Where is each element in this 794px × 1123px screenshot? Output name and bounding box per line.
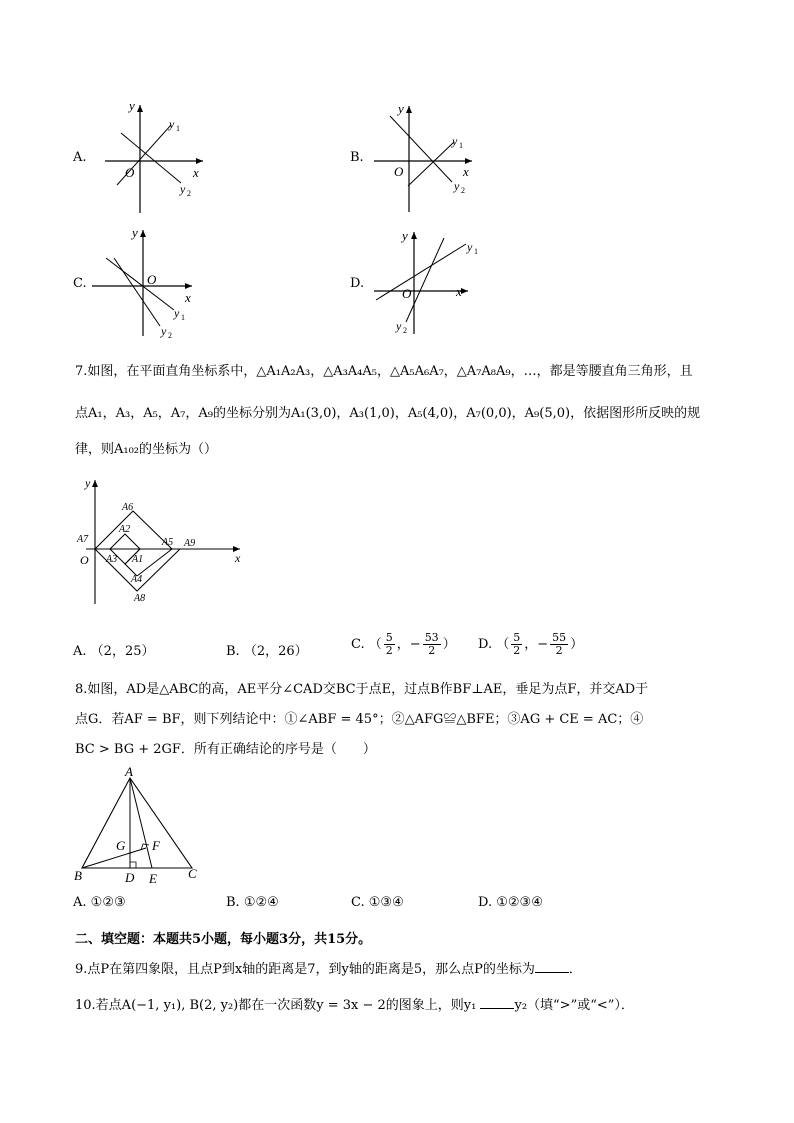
- q8-stem-line-1: 8.如图，AD是△ABC的高，AE平分∠CAD交BC于点E，过点B作BF⊥AE，垂足为点F，并交AD于: [75, 682, 649, 697]
- svg-text:A: A: [125, 764, 133, 779]
- svg-text:A7: A7: [77, 534, 89, 545]
- q9-text: 9.点P在第四象限，且点P到x轴的距离是7，到y轴的距离是5，那么点P的坐标为 ．: [75, 962, 582, 977]
- svg-text:x: x: [456, 284, 462, 299]
- svg-text:B: B: [74, 868, 82, 883]
- svg-text:A5: A5: [162, 537, 174, 548]
- svg-text:D: D: [125, 870, 135, 885]
- svg-text:A8: A8: [134, 593, 146, 604]
- svg-text:y: y: [402, 228, 408, 243]
- q8-stem-line-3: BC > BG + 2GF．所有正确结论的序号是（ ）: [75, 742, 376, 757]
- svg-text:y: y: [398, 101, 404, 116]
- q8-stem-line-2: 点G．若AF = BF，则下列结论中：①∠ABF = 45°；②△AFG≌△BFE；③AG + CE = AC；④: [75, 712, 644, 727]
- svg-text:x: x: [235, 551, 241, 565]
- q6-graph-b: [368, 98, 488, 223]
- svg-text:A3: A3: [106, 554, 118, 565]
- q7-figure: [70, 470, 250, 610]
- svg-text:A2: A2: [119, 524, 131, 535]
- svg-text:G: G: [116, 838, 126, 853]
- q6-option-d-label: D.: [350, 276, 365, 291]
- q6-option-c-label: C.: [73, 276, 87, 291]
- svg-text:y: y: [452, 134, 458, 148]
- svg-text:O: O: [80, 553, 89, 567]
- svg-text:2: 2: [187, 189, 191, 198]
- q10-text: 10.若点A(−1, y₁), B(2, y₂)都在一次函数y = 3x − 2的图象上，则y₁ y₂（填“>”或“<”）．: [75, 998, 634, 1013]
- q8-option-d: D. ①②③④: [478, 895, 543, 910]
- svg-text:O: O: [125, 165, 135, 180]
- q6-option-a-label: A.: [73, 150, 87, 165]
- svg-text:y: y: [169, 117, 175, 131]
- svg-text:O: O: [394, 164, 404, 179]
- q7-stem-line-1: 7.如图，在平面直角坐标系中，△A₁A₂A₃，△A₃A₄A₅，△A₅A₆A₇，△A₇A₈A₉，…，都是等腰直角三角形，且: [75, 364, 693, 379]
- svg-text:2: 2: [403, 326, 407, 335]
- svg-text:O: O: [402, 286, 412, 301]
- q8-option-a: A. ①②③: [73, 895, 126, 910]
- q7-stem-line-3: 律，则A₁₀₂的坐标为（）: [75, 442, 218, 457]
- q7-option-c: C. （ $\frac{5}{2}$ ，− $\frac{53}{2}$ ）: [351, 631, 456, 657]
- svg-text:2: 2: [168, 331, 172, 340]
- q7-option-b: B. （2，26）: [226, 644, 308, 659]
- q8-option-b: B. ①②④: [226, 895, 279, 910]
- q10-answer-blank[interactable]: [480, 996, 514, 1009]
- svg-text:y: y: [132, 225, 138, 240]
- svg-text:O: O: [147, 272, 157, 287]
- q6-option-b-label: B.: [350, 150, 364, 165]
- q6-graph-c: [88, 222, 208, 340]
- svg-text:E: E: [149, 871, 157, 886]
- svg-text:x: x: [185, 290, 191, 305]
- q7-option-d: D. （ $\frac{5}{2}$ ，− $\frac{55}{2}$ ）: [478, 631, 584, 657]
- svg-text:2: 2: [461, 186, 465, 195]
- svg-text:y: y: [454, 179, 460, 193]
- svg-text:F: F: [152, 838, 160, 853]
- svg-text:x: x: [193, 165, 199, 180]
- q8-option-c: C. ①③④: [351, 895, 404, 910]
- svg-text:1: 1: [176, 124, 180, 133]
- svg-text:y: y: [180, 182, 186, 196]
- svg-text:y: y: [161, 324, 167, 338]
- svg-text:C: C: [188, 866, 197, 881]
- svg-text:y: y: [129, 98, 135, 113]
- q7-option-a: A. （2，25）: [73, 644, 155, 659]
- section-2-title: 二、填空题：本题共5小题，每小题3分，共15分。: [75, 932, 372, 947]
- svg-text:y: y: [174, 306, 180, 320]
- svg-text:A1: A1: [132, 554, 144, 565]
- svg-text:1: 1: [181, 313, 185, 322]
- q7-stem-line-2: 点A₁，A₃，A₅，A₇，A₉的坐标分别为A₁(3,0)，A₃(1,0)，A₅(4,0)，A₇(0,0)，A₉(5,0)，依据图形所反映的规: [75, 406, 701, 421]
- svg-text:1: 1: [459, 141, 463, 150]
- svg-text:1: 1: [474, 247, 478, 256]
- svg-text:y: y: [467, 240, 473, 254]
- svg-text:y: y: [396, 319, 402, 333]
- q6-graph-a: [95, 95, 215, 220]
- q8-figure: [70, 764, 210, 886]
- svg-text:A9: A9: [184, 538, 196, 549]
- svg-text:y: y: [85, 476, 91, 490]
- svg-text:A6: A6: [122, 502, 134, 513]
- svg-text:A4: A4: [131, 574, 143, 585]
- svg-text:x: x: [463, 164, 469, 179]
- q9-answer-blank[interactable]: [535, 960, 569, 973]
- q6-graph-d: [368, 226, 488, 338]
